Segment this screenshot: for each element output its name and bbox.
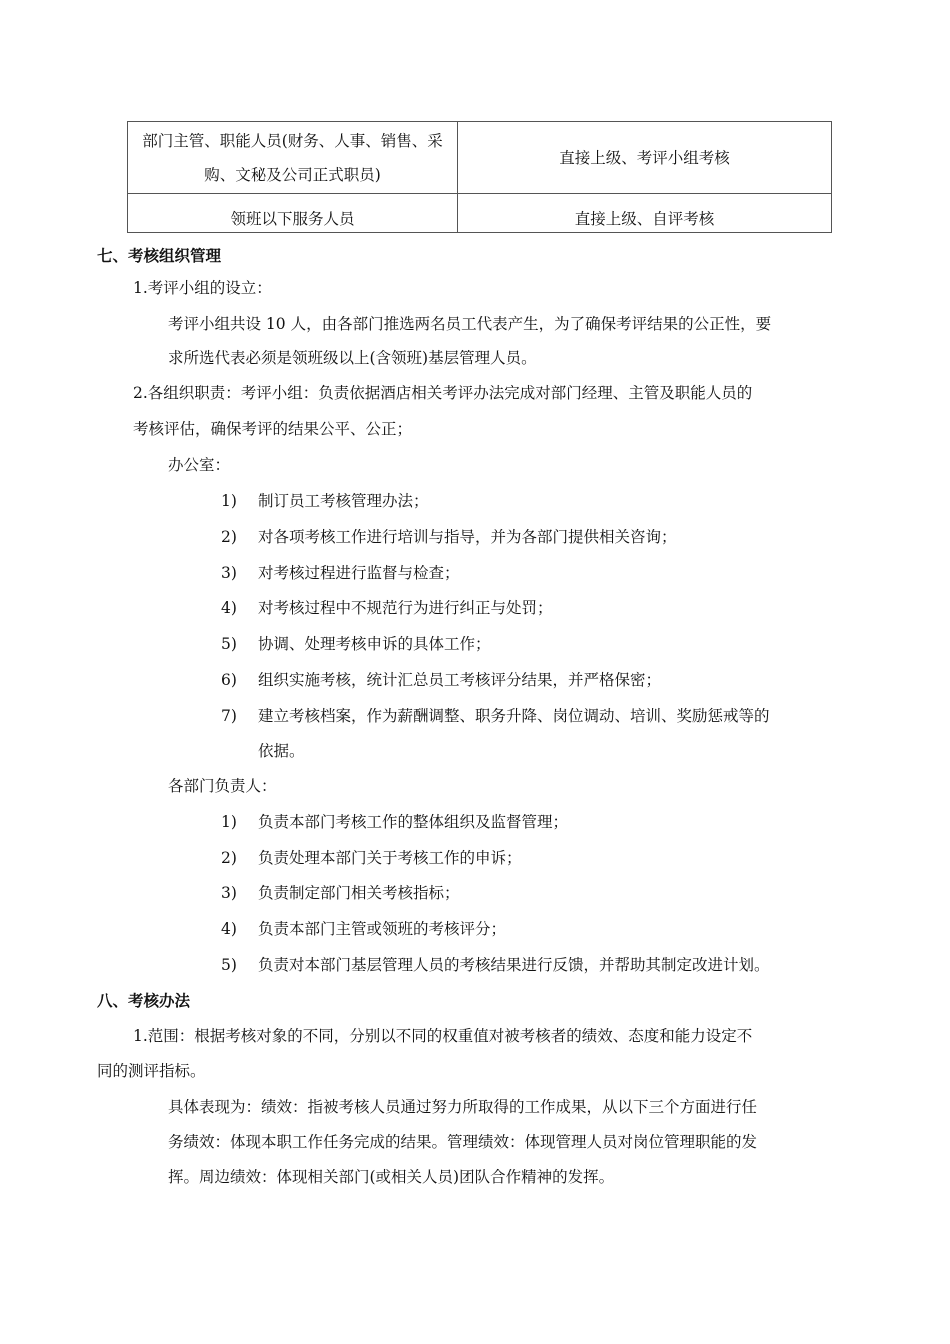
table-cell-method: 直接上级、考评小组考核	[458, 122, 832, 194]
list-number: 6)	[221, 671, 237, 689]
list-number: 3)	[221, 884, 237, 902]
table-cell-target: 部门主管、职能人员(财务、人事、销售、采购、文秘及公司正式职员)	[128, 122, 458, 194]
detail-line: 挥。周边绩效：体现相关部门(或相关人员)团队合作精神的发挥。	[168, 1168, 615, 1186]
list-item: 对考核过程中不规范行为进行纠正与处罚；	[258, 599, 553, 617]
section-8-heading: 八、考核办法	[97, 992, 191, 1010]
list-number: 1)	[221, 813, 237, 831]
list-item: 建立考核档案，作为薪酬调整、职务升降、岗位调动、培训、奖励惩戒等的	[258, 707, 770, 725]
list-number: 2)	[221, 849, 237, 867]
list-item: 对考核过程进行监督与检查；	[258, 564, 460, 582]
list-number: 7)	[221, 707, 237, 725]
list-item: 制订员工考核管理办法；	[258, 492, 429, 510]
list-item: 组织实施考核，统计汇总员工考核评分结果，并严格保密；	[258, 671, 662, 689]
list-number: 1)	[221, 492, 237, 510]
table-row	[128, 194, 832, 233]
list-number: 3)	[221, 564, 237, 582]
list-item: 负责对本部门基层管理人员的考核结果进行反馈，并帮助其制定改进计划。	[258, 956, 770, 974]
section-7-heading: 七、考核组织管理	[97, 247, 222, 265]
list-item: 负责本部门考核工作的整体组织及监督管理；	[258, 813, 569, 831]
list-number: 5)	[221, 635, 237, 653]
list-item: 负责制定部门相关考核指标；	[258, 884, 460, 902]
item-2-line: 2.各组织职责：考评小组：负责依据酒店相关考评办法完成对部门经理、主管及职能人员的	[133, 384, 753, 402]
detail-line: 务绩效：体现本职工作任务完成的结果。管理绩效：体现管理人员对岗位管理职能的发	[168, 1133, 758, 1151]
office-label: 办公室：	[168, 456, 231, 474]
list-item-continuation: 依据。	[258, 742, 305, 760]
list-number: 4)	[221, 599, 237, 617]
list-item: 协调、处理考核申诉的具体工作；	[258, 635, 491, 653]
detail-line: 具体表现为：绩效：指被考核人员通过努力所取得的工作成果，从以下三个方面进行任	[168, 1098, 758, 1116]
assessment-table	[127, 121, 832, 233]
list-number: 2)	[221, 528, 237, 546]
table-cell-method: 直接上级、自评考核	[458, 194, 832, 233]
list-item: 负责处理本部门关于考核工作的申诉；	[258, 849, 522, 867]
table-cell-target: 领班以下服务人员	[128, 194, 458, 233]
item-1-body-line: 考评小组共设 10 人，由各部门推选两名员工代表产生，为了确保考评结果的公正性，要	[168, 315, 772, 333]
item-2-line: 考核评估，确保考评的结果公平、公正；	[133, 420, 413, 438]
scope-line: 同的测评指标。	[97, 1062, 206, 1080]
item-1-title: 1.考评小组的设立：	[133, 279, 272, 297]
list-item: 负责本部门主管或领班的考核评分；	[258, 920, 507, 938]
list-number: 5)	[221, 956, 237, 974]
list-number: 4)	[221, 920, 237, 938]
table-row	[128, 122, 832, 194]
dept-head-label: 各部门负责人：	[168, 777, 277, 795]
scope-line: 1.范围：根据考核对象的不同，分别以不同的权重值对被考核者的绩效、态度和能力设定不	[133, 1027, 753, 1045]
list-item: 对各项考核工作进行培训与指导，并为各部门提供相关咨询；	[258, 528, 677, 546]
item-1-body-line: 求所选代表必须是领班级以上(含领班)基层管理人员。	[168, 349, 537, 367]
